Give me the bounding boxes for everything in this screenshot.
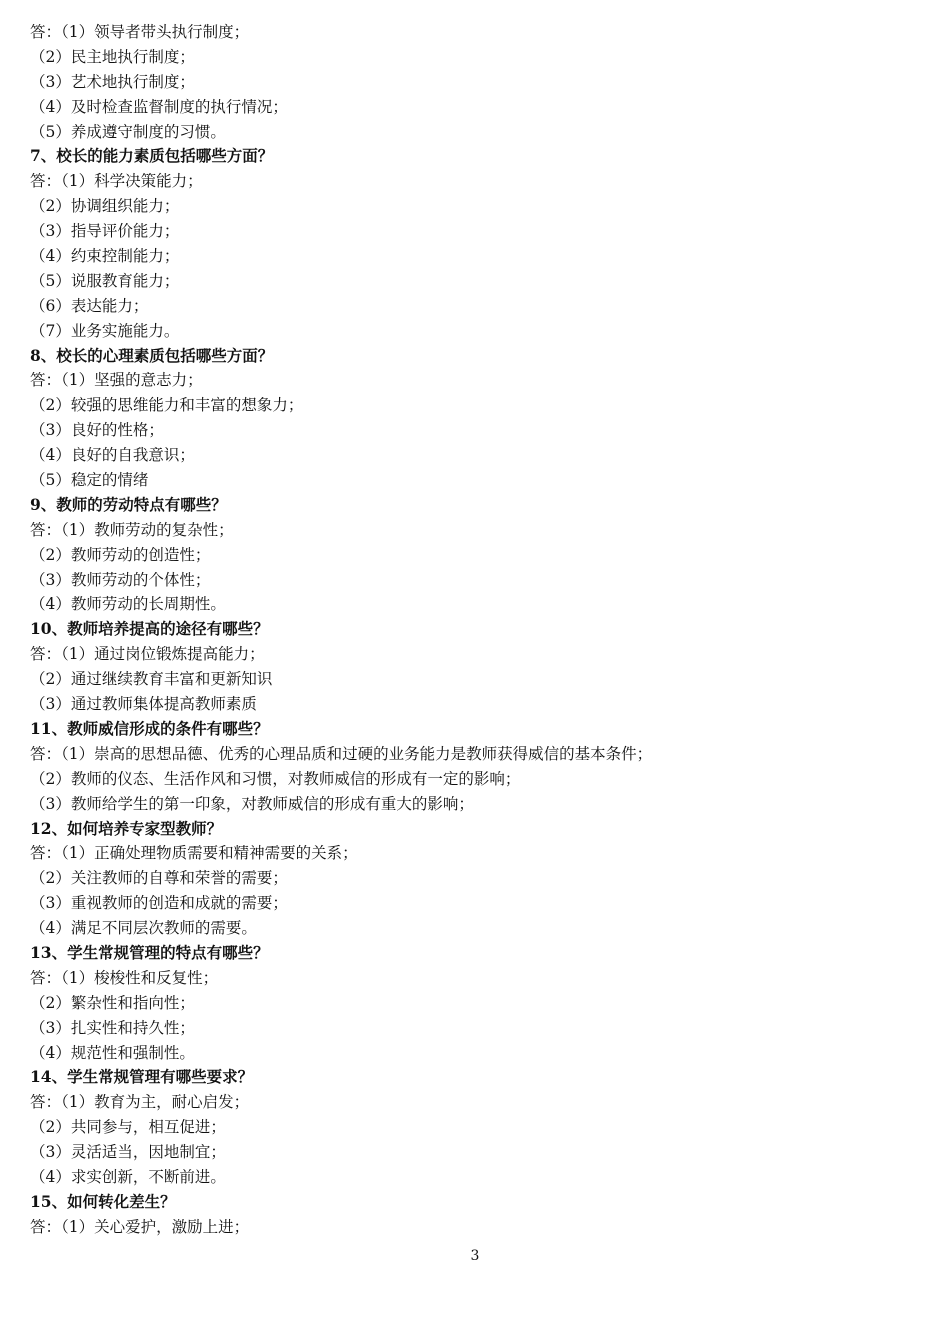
answer-line: （3）教师劳动的个体性； bbox=[30, 570, 211, 589]
answer-line: （4）求实创新，不断前进。 bbox=[30, 1167, 226, 1186]
answer-line: （2）通过继续教育丰富和更新知识 bbox=[30, 670, 273, 689]
answer-line: （5）养成遵守制度的习惯。 bbox=[30, 122, 226, 141]
document-page bbox=[30, 20, 930, 1240]
answer-line: （2）教师劳动的创造性； bbox=[30, 545, 211, 564]
answer-line: （2）繁杂性和指向性； bbox=[30, 993, 195, 1012]
answer-line: （3）指导评价能力； bbox=[30, 222, 180, 241]
answer-line: （3）扎实性和持久性； bbox=[30, 1018, 195, 1037]
answer-line: （4）约束控制能力； bbox=[30, 247, 180, 266]
answer-line: 答：（1）领导者带头执行制度； bbox=[30, 23, 250, 41]
answer-line: 答：（1）关心爱护，激励上进； bbox=[30, 1217, 250, 1236]
answer-line: 答：（1）梭梭性和反复性； bbox=[30, 968, 219, 987]
question-heading: 15、如何转化差生？ bbox=[30, 1191, 176, 1211]
answer-line: （2）教师的仪态、生活作风和习惯，对教师威信的形成有一定的影响； bbox=[30, 769, 521, 788]
answer-line: 答：（1）教育为主，耐心启发； bbox=[30, 1093, 250, 1112]
answer-line: （7）业务实施能力。 bbox=[30, 321, 180, 340]
answer-line: （2）协调组织能力； bbox=[30, 197, 180, 216]
answer-line: （4）满足不同层次教师的需要。 bbox=[30, 919, 257, 938]
answer-line: 答：（1）通过岗位锻炼提高能力； bbox=[30, 645, 265, 664]
answer-line: （5）稳定的情绪 bbox=[30, 471, 149, 490]
answer-line: 答：（1）坚强的意志力； bbox=[30, 371, 203, 390]
answer-line: （4）规范性和强制性。 bbox=[30, 1043, 195, 1062]
answer-line: （4）及时检查监督制度的执行情况； bbox=[30, 97, 288, 116]
answer-line: 答：（1）科学决策能力； bbox=[30, 172, 203, 191]
question-heading: 10、教师培养提高的途径有哪些？ bbox=[30, 619, 269, 639]
answer-line: （4）教师劳动的长周期性。 bbox=[30, 595, 226, 614]
answer-line: （2）民主地执行制度； bbox=[30, 47, 195, 66]
answer-line: （2）较强的思维能力和丰富的想象力； bbox=[30, 396, 304, 415]
answer-line: （3）通过教师集体提高教师素质 bbox=[30, 695, 257, 714]
answer-line: （2）关注教师的自尊和荣誉的需要； bbox=[30, 869, 288, 888]
answer-line: （6）表达能力； bbox=[30, 296, 149, 315]
question-heading: 9、教师的劳动特点有哪些？ bbox=[30, 494, 227, 514]
question-heading: 7、校长的能力素质包括哪些方面？ bbox=[30, 146, 274, 166]
answer-line: （4）良好的自我意识； bbox=[30, 446, 195, 465]
answer-line: （3）重视教师的创造和成就的需要； bbox=[30, 894, 288, 913]
question-heading: 14、学生常规管理有哪些要求？ bbox=[30, 1067, 254, 1087]
answer-line: （3）良好的性格； bbox=[30, 421, 164, 440]
answer-line: 答：（1）崇高的思想品德、优秀的心理品质和过硬的业务能力是教师获得威信的基本条件； bbox=[30, 744, 653, 763]
question-heading: 13、学生常规管理的特点有哪些？ bbox=[30, 942, 269, 962]
question-heading: 11、教师威信形成的条件有哪些？ bbox=[30, 718, 269, 738]
answer-line: （3）灵活适当，因地制宜； bbox=[30, 1143, 226, 1162]
page-number: 3 bbox=[470, 1248, 480, 1264]
question-heading: 8、校长的心理素质包括哪些方面？ bbox=[30, 345, 274, 365]
answer-line: （3）艺术地执行制度； bbox=[30, 72, 195, 91]
answer-line: 答：（1）正确处理物质需要和精神需要的关系； bbox=[30, 844, 358, 863]
answer-line: 答：（1）教师劳动的复杂性； bbox=[30, 520, 234, 539]
question-heading: 12、如何培养专家型教师？ bbox=[30, 818, 223, 838]
answer-line: （5）说服教育能力； bbox=[30, 271, 180, 290]
answer-line: （3）教师给学生的第一印象，对教师威信的形成有重大的影响； bbox=[30, 794, 474, 813]
answer-line: （2）共同参与，相互促进； bbox=[30, 1118, 226, 1137]
